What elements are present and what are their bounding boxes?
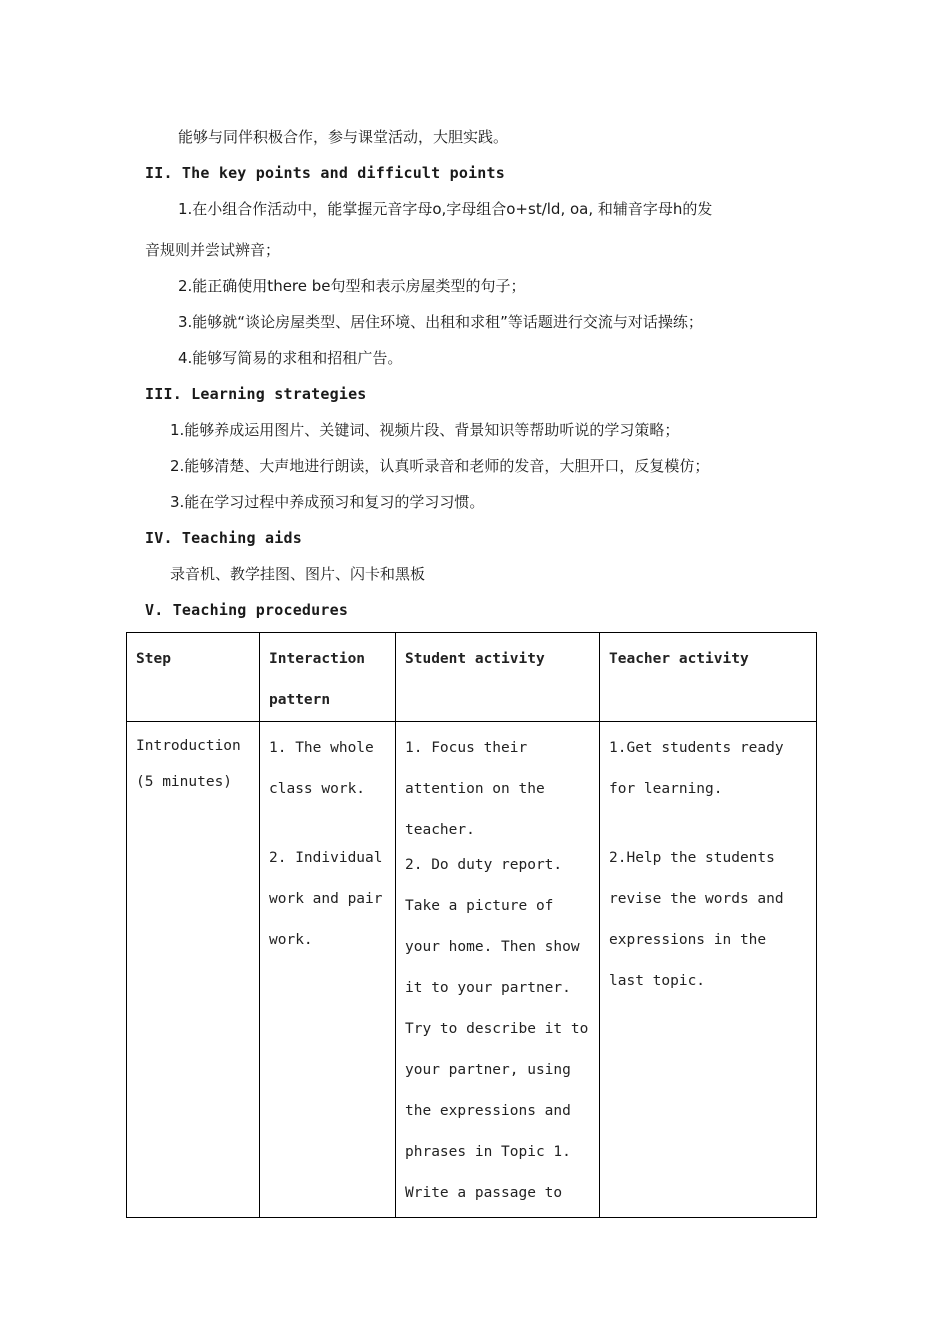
step-duration: (5 minutes) — [136, 774, 233, 790]
cell-teacher-activity — [600, 722, 817, 1218]
teaching-procedures-table — [126, 632, 817, 1218]
header-teacher-activity: Teacher activity — [600, 633, 817, 722]
spacer — [609, 810, 808, 838]
table-header-row — [127, 633, 817, 722]
key-point-item-2: 2.能正确使用there be句型和表示房屋类型的句子； — [178, 277, 526, 295]
strategy-item-2: 2.能够清楚、大声地进行朗读，认真听录音和老师的发音，大胆开口，反复模仿； — [170, 457, 710, 475]
strategy-item-3: 3.能在学习过程中养成预习和复习的学习习惯。 — [170, 493, 485, 511]
header-interaction-pattern: Interaction pattern — [260, 633, 396, 722]
section-heading-key-points: II. The key points and difficult points — [145, 164, 505, 182]
strategy-item-1: 1.能够养成运用图片、关键词、视频片段、背景知识等帮助听说的学习策略； — [170, 421, 680, 439]
key-point-item-1: 1.在小组合作活动中，能掌握元音字母o,字母组合o+st/ld, oa, 和辅音字母h的发 — [178, 200, 713, 218]
step-name: Introduction — [136, 738, 241, 754]
header-student-activity: Student activity — [396, 633, 600, 722]
section-heading-teaching-procedures: V. Teaching procedures — [145, 601, 349, 619]
student-activity-item-2: 2. Do duty report. Take a picture of your home. Then show it to your partner. Try to describe it to your partner, using the expressions and phrases in Topic 1. Write a passage to — [405, 857, 589, 1201]
section-heading-teaching-aids: IV. Teaching aids — [145, 529, 302, 547]
intro-line: 能够与同伴积极合作，参与课堂活动，大胆实践。 — [178, 128, 509, 146]
student-activity-item-1: 1. Focus their attention on the teacher. — [405, 740, 545, 838]
teacher-activity-item-2: 2.Help the students revise the words and expressions in the last topic. — [609, 850, 784, 989]
teaching-aids-text: 录音机、教学挂图、图片、闪卡和黑板 — [170, 565, 426, 583]
key-point-item-3: 3.能够就“谈论房屋类型、居住环境、出租和求租”等话题进行交流与对话操练； — [178, 313, 703, 331]
interaction-item-2: 2. Individual work and pair work. — [269, 850, 383, 948]
table-row — [127, 722, 817, 1218]
header-step: Step — [127, 633, 260, 722]
cell-interaction-pattern — [260, 722, 396, 1218]
section-heading-learning-strategies: III. Learning strategies — [145, 385, 367, 403]
key-point-item-1-cont: 音规则并尝试辨音； — [145, 241, 281, 259]
cell-student-activity — [396, 722, 600, 1218]
teacher-activity-item-1: 1.Get students ready for learning. — [609, 740, 784, 797]
key-point-item-4: 4.能够写简易的求租和招租广告。 — [178, 349, 403, 367]
cell-step — [127, 722, 260, 1218]
spacer — [269, 810, 387, 838]
interaction-item-1: 1. The whole class work. — [269, 740, 374, 797]
